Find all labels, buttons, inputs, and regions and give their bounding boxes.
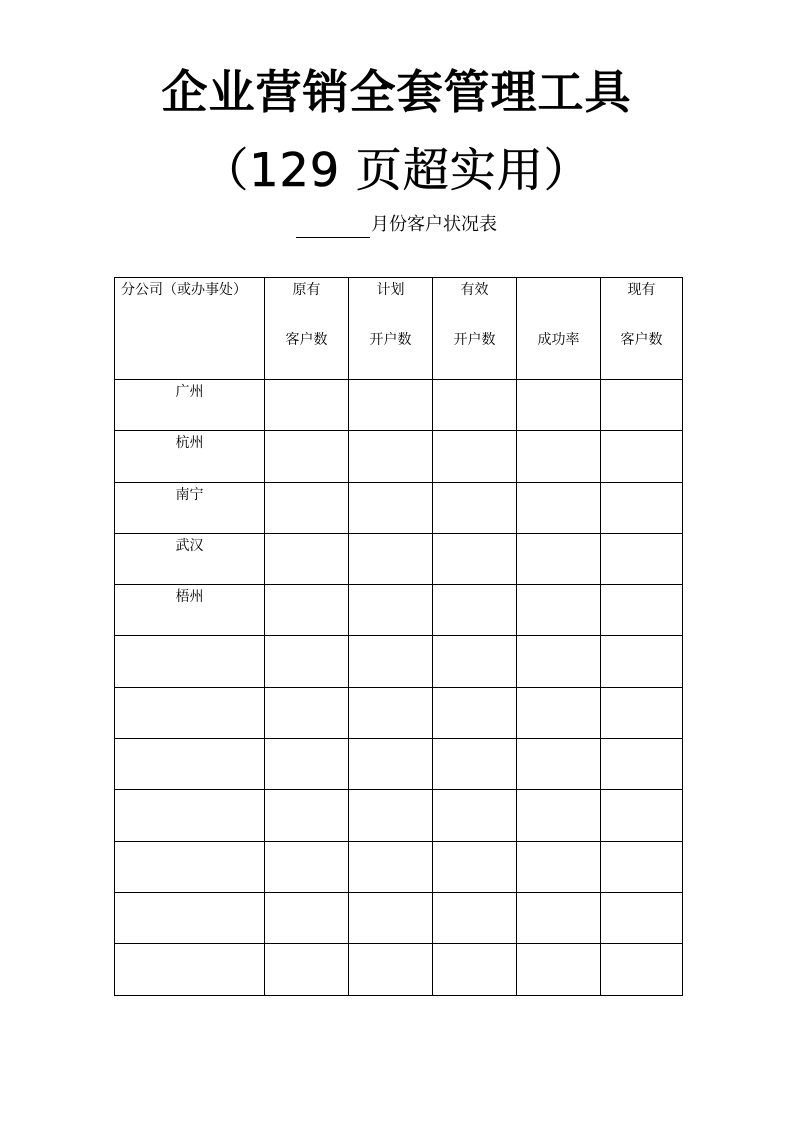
cell-effective-openings[interactable] bbox=[433, 790, 517, 841]
branch-name: 广州 bbox=[175, 384, 204, 400]
branch-name bbox=[115, 842, 264, 845]
cell-success-rate[interactable] bbox=[517, 892, 601, 943]
table-row bbox=[115, 636, 683, 687]
cell-branch[interactable] bbox=[115, 739, 265, 790]
cell-original-customers[interactable] bbox=[265, 636, 349, 687]
table-row bbox=[115, 790, 683, 841]
header-label-top: 计划 bbox=[376, 282, 405, 298]
table-row bbox=[115, 380, 683, 431]
header-label-bottom: 开户数 bbox=[369, 332, 412, 348]
cell-current-customers[interactable] bbox=[601, 739, 683, 790]
branch-name: 武汉 bbox=[175, 537, 204, 554]
table-body bbox=[115, 380, 683, 996]
cell-effective-openings[interactable] bbox=[433, 739, 517, 790]
header-label-top: 原有 bbox=[292, 282, 321, 298]
table-row bbox=[115, 431, 683, 482]
header-label-top: 现有 bbox=[627, 282, 656, 298]
table-row bbox=[115, 482, 683, 533]
cell-planned-openings[interactable] bbox=[349, 739, 433, 790]
cell-success-rate[interactable] bbox=[517, 687, 601, 738]
header-label-bottom: 客户数 bbox=[620, 332, 663, 348]
cell-original-customers[interactable] bbox=[265, 533, 349, 584]
cell-effective-openings[interactable] bbox=[433, 585, 517, 636]
header-branch bbox=[115, 278, 265, 380]
cell-current-customers[interactable] bbox=[601, 892, 683, 943]
cell-effective-openings[interactable] bbox=[433, 944, 517, 995]
header-current-customers bbox=[601, 278, 683, 380]
cell-current-customers[interactable] bbox=[601, 790, 683, 841]
cell-planned-openings[interactable] bbox=[349, 892, 433, 943]
cell-original-customers[interactable] bbox=[265, 739, 349, 790]
table-row bbox=[115, 944, 683, 995]
cell-planned-openings[interactable] bbox=[349, 790, 433, 841]
branch-name bbox=[115, 688, 264, 691]
branch-name: 梧州 bbox=[175, 589, 204, 606]
cell-original-customers[interactable] bbox=[265, 380, 349, 431]
cell-planned-openings[interactable] bbox=[349, 533, 433, 584]
document-title: 企业营销全套管理工具 bbox=[161, 65, 632, 119]
cell-branch[interactable] bbox=[115, 892, 265, 943]
cell-success-rate[interactable] bbox=[517, 790, 601, 841]
branch-name bbox=[115, 636, 264, 639]
cell-effective-openings[interactable] bbox=[433, 533, 517, 584]
cell-success-rate[interactable] bbox=[517, 841, 601, 892]
branch-name bbox=[115, 944, 264, 947]
header-planned-openings bbox=[349, 278, 433, 380]
cell-planned-openings[interactable] bbox=[349, 687, 433, 738]
branch-name bbox=[115, 739, 264, 742]
cell-current-customers[interactable] bbox=[601, 687, 683, 738]
cell-success-rate[interactable] bbox=[517, 380, 601, 431]
cell-success-rate[interactable] bbox=[517, 636, 601, 687]
cell-effective-openings[interactable] bbox=[433, 892, 517, 943]
cell-success-rate[interactable] bbox=[517, 585, 601, 636]
cell-current-customers[interactable] bbox=[601, 944, 683, 995]
cell-planned-openings[interactable] bbox=[349, 841, 433, 892]
cell-original-customers[interactable] bbox=[265, 585, 349, 636]
cell-effective-openings[interactable] bbox=[433, 687, 517, 738]
month-fill-in-blank[interactable] bbox=[296, 217, 370, 238]
header-success-rate bbox=[517, 278, 601, 380]
table-row bbox=[115, 841, 683, 892]
cell-success-rate[interactable] bbox=[517, 944, 601, 995]
header-label-bottom: 开户数 bbox=[453, 332, 496, 348]
cell-current-customers[interactable] bbox=[601, 585, 683, 636]
cell-branch[interactable] bbox=[115, 533, 265, 584]
branch-name: 杭州 bbox=[175, 435, 204, 452]
cell-effective-openings[interactable] bbox=[433, 431, 517, 482]
customer-status-table bbox=[114, 277, 683, 996]
cell-branch[interactable] bbox=[115, 380, 265, 431]
cell-planned-openings[interactable] bbox=[349, 380, 433, 431]
cell-original-customers[interactable] bbox=[265, 790, 349, 841]
cell-current-customers[interactable] bbox=[601, 431, 683, 482]
header-label-bottom: 成功率 bbox=[537, 332, 580, 348]
cell-current-customers[interactable] bbox=[601, 841, 683, 892]
cell-branch[interactable] bbox=[115, 482, 265, 533]
cell-success-rate[interactable] bbox=[517, 431, 601, 482]
table-row bbox=[115, 739, 683, 790]
cell-current-customers[interactable] bbox=[601, 482, 683, 533]
cell-success-rate[interactable] bbox=[517, 739, 601, 790]
table-caption bbox=[0, 212, 793, 238]
cell-original-customers[interactable] bbox=[265, 944, 349, 995]
cell-planned-openings[interactable] bbox=[349, 636, 433, 687]
cell-branch[interactable] bbox=[115, 687, 265, 738]
branch-name bbox=[115, 790, 264, 793]
header-branch-label: 分公司（或办事处） bbox=[121, 282, 247, 298]
cell-effective-openings[interactable] bbox=[433, 841, 517, 892]
document-title-pages: （129 页超实用） bbox=[202, 143, 591, 197]
cell-branch[interactable] bbox=[115, 841, 265, 892]
branch-name: 南宁 bbox=[175, 486, 204, 503]
cell-original-customers[interactable] bbox=[265, 431, 349, 482]
cell-planned-openings[interactable] bbox=[349, 944, 433, 995]
table-row bbox=[115, 687, 683, 738]
cell-current-customers[interactable] bbox=[601, 533, 683, 584]
cell-current-customers[interactable] bbox=[601, 636, 683, 687]
cell-original-customers[interactable] bbox=[265, 687, 349, 738]
cell-success-rate[interactable] bbox=[517, 533, 601, 584]
cell-effective-openings[interactable] bbox=[433, 380, 517, 431]
header-label-top: 有效 bbox=[460, 282, 489, 298]
table-row bbox=[115, 585, 683, 636]
table-row bbox=[115, 533, 683, 584]
cell-planned-openings[interactable] bbox=[349, 482, 433, 533]
branch-name bbox=[115, 893, 264, 896]
cell-effective-openings[interactable] bbox=[433, 636, 517, 687]
cell-planned-openings[interactable] bbox=[349, 431, 433, 482]
table-caption-text: 月份客户状况表 bbox=[371, 214, 497, 235]
cell-branch[interactable] bbox=[115, 431, 265, 482]
cell-branch[interactable] bbox=[115, 790, 265, 841]
header-original-customers bbox=[265, 278, 349, 380]
table-row bbox=[115, 892, 683, 943]
header-effective-openings bbox=[433, 278, 517, 380]
cell-original-customers[interactable] bbox=[265, 482, 349, 533]
table-header-row bbox=[115, 278, 683, 380]
cell-branch[interactable] bbox=[115, 636, 265, 687]
cell-branch[interactable] bbox=[115, 944, 265, 995]
cell-effective-openings[interactable] bbox=[433, 482, 517, 533]
cell-branch[interactable] bbox=[115, 585, 265, 636]
cell-original-customers[interactable] bbox=[265, 892, 349, 943]
cell-original-customers[interactable] bbox=[265, 841, 349, 892]
cell-current-customers[interactable] bbox=[601, 380, 683, 431]
header-label-bottom: 客户数 bbox=[285, 332, 328, 348]
cell-success-rate[interactable] bbox=[517, 482, 601, 533]
cell-planned-openings[interactable] bbox=[349, 585, 433, 636]
